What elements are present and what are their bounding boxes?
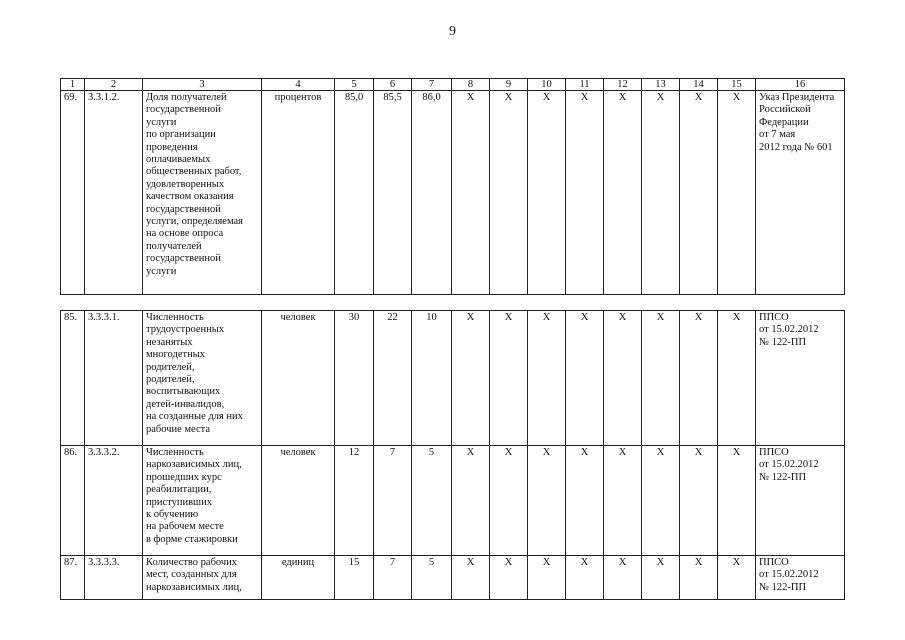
unit: процентов xyxy=(262,91,335,295)
column-number: 3 xyxy=(143,79,262,91)
row-number: 69. xyxy=(61,91,85,295)
column-number: 2 xyxy=(85,79,143,91)
column-number: 13 xyxy=(642,79,680,91)
row-code: 3.3.3.3. xyxy=(85,556,143,600)
table-row xyxy=(61,446,845,556)
x-mark: X xyxy=(452,446,490,556)
value-col6: 85,5 xyxy=(374,91,412,295)
table-row xyxy=(61,91,845,295)
x-mark: X xyxy=(642,556,680,600)
legal-source: ППСО от 15.02.2012 № 122-ПП xyxy=(756,311,845,446)
unit: человек xyxy=(262,311,335,446)
unit: единиц xyxy=(262,556,335,600)
column-number: 14 xyxy=(680,79,718,91)
x-mark: X xyxy=(452,556,490,600)
x-mark: X xyxy=(566,311,604,446)
row-code: 3.3.3.1. xyxy=(85,311,143,446)
row-code: 3.3.3.2. xyxy=(85,446,143,556)
x-mark: X xyxy=(718,556,756,600)
legal-source: Указ Президента Российской Федерации от 7 мая 2012 года № 601 xyxy=(756,91,845,295)
value-col7: 5 xyxy=(412,446,452,556)
value-col5: 12 xyxy=(335,446,374,556)
column-number: 1 xyxy=(61,79,85,91)
x-mark: X xyxy=(718,311,756,446)
x-mark: X xyxy=(566,556,604,600)
x-mark: X xyxy=(642,91,680,295)
x-mark: X xyxy=(680,91,718,295)
x-mark: X xyxy=(642,311,680,446)
x-mark: X xyxy=(528,446,566,556)
x-mark: X xyxy=(490,91,528,295)
x-mark: X xyxy=(490,446,528,556)
legal-source: ППСО от 15.02.2012 № 122-ПП xyxy=(756,446,845,556)
column-number-row xyxy=(61,79,845,91)
indicator-name: Доля получателей государственной услуги по организации проведения оплачиваемых общественных работ, удовлетворенных качеством оказания государственной услуги, определяемая на основе опроса получателей государственной услуги xyxy=(143,91,262,295)
value-col6: 7 xyxy=(374,556,412,600)
column-number: 7 xyxy=(412,79,452,91)
row-number: 86. xyxy=(61,446,85,556)
x-mark: X xyxy=(490,311,528,446)
x-mark: X xyxy=(604,556,642,600)
value-col7: 86,0 xyxy=(412,91,452,295)
x-mark: X xyxy=(642,446,680,556)
x-mark: X xyxy=(680,311,718,446)
x-mark: X xyxy=(718,91,756,295)
value-col5: 85,0 xyxy=(335,91,374,295)
x-mark: X xyxy=(604,446,642,556)
table-row xyxy=(61,556,845,600)
column-number: 12 xyxy=(604,79,642,91)
value-col7: 5 xyxy=(412,556,452,600)
value-col6: 22 xyxy=(374,311,412,446)
column-number: 11 xyxy=(566,79,604,91)
x-mark: X xyxy=(604,311,642,446)
value-col7: 10 xyxy=(412,311,452,446)
x-mark: X xyxy=(680,446,718,556)
indicators-table-bottom xyxy=(60,310,845,600)
x-mark: X xyxy=(566,91,604,295)
column-number: 15 xyxy=(718,79,756,91)
x-mark: X xyxy=(452,311,490,446)
x-mark: X xyxy=(528,556,566,600)
column-number: 8 xyxy=(452,79,490,91)
x-mark: X xyxy=(604,91,642,295)
value-col5: 15 xyxy=(335,556,374,600)
legal-source: ППСО от 15.02.2012 № 122-ПП xyxy=(756,556,845,600)
x-mark: X xyxy=(528,311,566,446)
x-mark: X xyxy=(452,91,490,295)
indicator-name: Численность наркозависимых лиц, прошедших курс реабилитации, приступивших к обучению на рабочем месте в форме стажировки xyxy=(143,446,262,556)
row-number: 85. xyxy=(61,311,85,446)
table-row xyxy=(61,311,845,446)
indicator-name: Численность трудоустроенных незанятых многодетных родителей, родителей, воспитывающих детей-инвалидов, на созданные для них рабочие места xyxy=(143,311,262,446)
row-number: 87. xyxy=(61,556,85,600)
page-number: 9 xyxy=(449,24,456,39)
x-mark: X xyxy=(680,556,718,600)
value-col6: 7 xyxy=(374,446,412,556)
indicators-table-top xyxy=(60,78,845,295)
column-number: 9 xyxy=(490,79,528,91)
x-mark: X xyxy=(528,91,566,295)
column-number: 16 xyxy=(756,79,845,91)
column-number: 5 xyxy=(335,79,374,91)
column-number: 10 xyxy=(528,79,566,91)
x-mark: X xyxy=(566,446,604,556)
unit: человек xyxy=(262,446,335,556)
x-mark: X xyxy=(718,446,756,556)
value-col5: 30 xyxy=(335,311,374,446)
indicator-name: Количество рабочих мест, созданных для наркозависимых лиц, xyxy=(143,556,262,600)
column-number: 6 xyxy=(374,79,412,91)
row-code: 3.3.1.2. xyxy=(85,91,143,295)
x-mark: X xyxy=(490,556,528,600)
column-number: 4 xyxy=(262,79,335,91)
